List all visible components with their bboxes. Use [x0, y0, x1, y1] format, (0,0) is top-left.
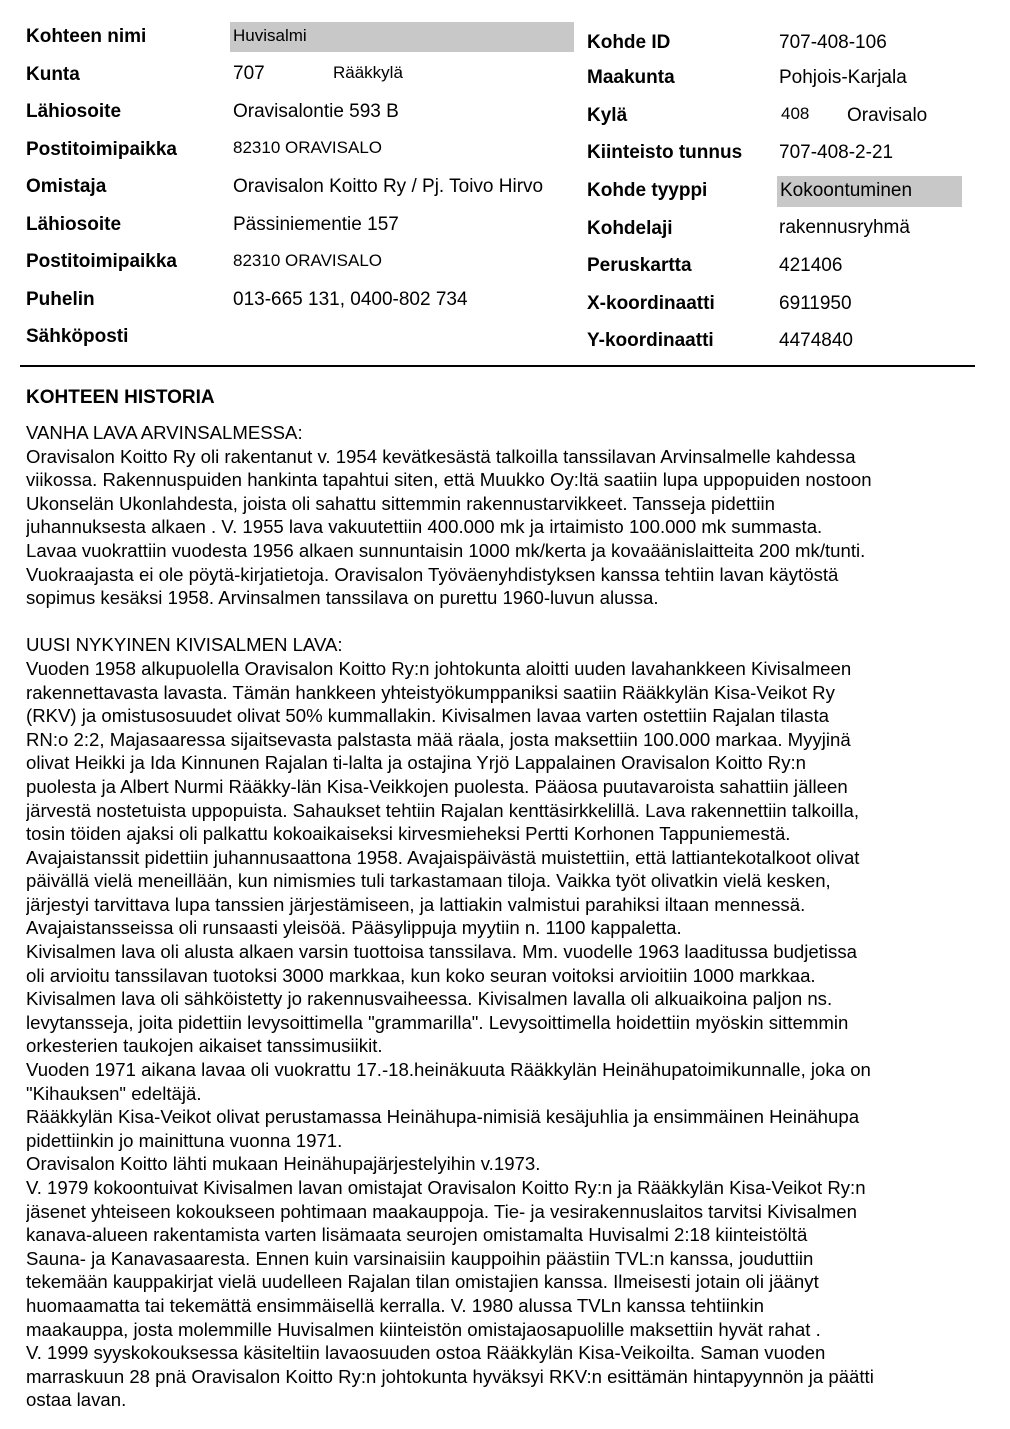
omistaja-lahiosoite-label: Lähiosoite — [26, 214, 122, 235]
kunta-code: 707 — [233, 63, 265, 84]
y-koordinaatti-label: Y-koordinaatti — [587, 330, 714, 351]
history-line: Vuokraajasta ei ole pöytä-kirjatietoja. Oravisalon Työväenyhdistyksen kanssa tehtiin lavan käytöstä — [26, 563, 839, 585]
kohde-tyyppi-value: Kokoontuminen — [780, 180, 913, 201]
history-line: UUSI NYKYINEN KIVISALMEN LAVA: — [26, 634, 343, 656]
maakunta-label: Maakunta — [587, 67, 675, 88]
postitoimipaikka-value: 82310 ORAVISALO — [233, 138, 382, 157]
history-line: Avajaistansseissa oli runsaasti yleisöä. Pääsylippuja myytiin n. 1100 kappaletta. — [26, 917, 682, 939]
history-line: Rääkkylän Kisa-Veikot olivat perustamassa Heinähupa-nimisiä kesäjuhlia ja ensimmäinen Heinähupa — [26, 1106, 860, 1128]
lahiosoite-value: Oravisalontie 593 B — [233, 101, 399, 122]
history-line: Vuoden 1971 aikana lavaa oli vuokrattu 17.-18.heinäkuuta Rääkkylän Heinähupatoimikunnalle, joka on — [26, 1059, 871, 1081]
history-line: RN:o 2:2, Majasaaressa sijaitsevasta palstasta mää räala, josta maksettiin 100.000 markaa. Myyjinä — [26, 728, 851, 750]
y-koordinaatti-value: 4474840 — [779, 330, 853, 351]
history-line: pidettiinkin jo mainittuna vuonna 1971. — [26, 1129, 343, 1151]
history-line: järjestyi tarvittava lupa tanssien järjestämiseen, ja lattiakin valmistui parahiksi iltaan mennessä. — [26, 893, 806, 915]
omistaja-postitoimipaikka-label: Postitoimipaikka — [26, 251, 177, 272]
history-line: päivällä vielä meneillään, kun nimismies tuli tarkastamaan tiloja. Vaikka työt olivatkin vielä kesken, — [26, 870, 831, 892]
history-line: huomaamatta tai tekemättä ensimmäisellä kerralla. V. 1980 alussa TVLn kanssa tehtiinkin — [26, 1294, 764, 1316]
puhelin-value: 013-665 131, 0400-802 734 — [233, 289, 468, 310]
peruskartta-label: Peruskartta — [587, 255, 692, 276]
kiinteisto-tunnus-value: 707-408-2-21 — [779, 142, 894, 163]
kohteen-nimi-value: Huvisalmi — [233, 26, 307, 45]
history-line: rakennettavasta lavasta. Tämän hankkeen yhteistyökumppaniksi saatiin Rääkkylän Kisa-Veikot Ry — [26, 681, 835, 703]
maakunta-value: Pohjois-Karjala — [779, 67, 907, 88]
history-line: Sauna- ja Kanavasaaresta. Ennen kuin varsinaisiin kauppoihin päästiin TVL:n kanssa, jouduttiin — [26, 1247, 814, 1269]
kunta-label: Kunta — [26, 64, 80, 85]
history-line: maakauppa, josta molemmille Huvisalmen kiinteistön omistajaosapuolille maksettiin hyvät rahat . — [26, 1318, 821, 1340]
history-line: Kivisalmen lava oli sähköistetty jo rakennusvaiheessa. Kivisalmen lavalla oli alkuaikoina paljon ns. — [26, 988, 833, 1010]
x-koordinaatti-value: 6911950 — [779, 293, 852, 314]
postitoimipaikka-label: Postitoimipaikka — [26, 139, 177, 160]
history-line: Kivisalmen lava oli alusta alkaen varsin tuottoisa tanssilava. Mm. vuodelle 1963 laaditussa budjetissa — [26, 941, 857, 963]
sahkoposti-label: Sähköposti — [26, 326, 129, 347]
kyla-code: 408 — [781, 104, 810, 123]
history-line: kanava-alueen rakentamista varten lisämaata seurojen omistamalta Huvisalmi 2:18 kiinteistöltä — [26, 1224, 808, 1246]
kohdelaji-label: Kohdelaji — [587, 218, 673, 239]
omistaja-label: Omistaja — [26, 176, 107, 197]
history-line: sopimus kesäksi 1958. Arvinsalmen tanssilava on purettu 1960-luvun alussa. — [26, 587, 659, 609]
history-line: ostaa lavan. — [26, 1389, 127, 1411]
peruskartta-value: 421406 — [779, 255, 843, 276]
kyla-label: Kylä — [587, 105, 628, 126]
history-line: V. 1999 syyskokouksessa käsiteltiin lavaosuuden ostoa Rääkkylän Kisa-Veikoilta. Saman vuoden — [26, 1342, 826, 1364]
kohde-id-label: Kohde ID — [587, 32, 671, 53]
history-line: "Kihauksen" edeltäjä. — [26, 1082, 202, 1104]
history-line: Avajaistanssit pidettiin juhannusaattona 1958. Avajaispäivästä muistettiin, että lattiantekotalkoot olivat — [26, 846, 860, 868]
history-line: Ukonselän Ukonlahdesta, joista oli sahattu sittemmin rakennustarvikkeet. Tansseja pidettiin — [26, 492, 775, 514]
history-line: Oravisalon Koitto lähti mukaan Heinähupajärjestelyihin v.1973. — [26, 1153, 541, 1175]
history-line: oli arvioitu tanssilavan tuotoksi 3000 markkaa, kun koko seuran voitoksi arvioitiin 1000 markkaa. — [26, 964, 816, 986]
history-text — [26, 421, 978, 1412]
history-line: VANHA LAVA ARVINSALMESSA: — [26, 422, 303, 443]
history-line: Lavaa vuokrattiin vuodesta 1956 alkaen sunnuntaisin 1000 mk/kerta ja kovaäänislaitteita 200 mk/tunti. — [26, 539, 866, 561]
history-line: olivat Heikki ja Ida Kinnunen Rajalan ti-lalta ja ostajina Yrjö Lappalainen Oravisalon Koitto Ry:n — [26, 752, 807, 774]
lahiosoite-label: Lähiosoite — [26, 101, 122, 122]
omistaja-postitoimipaikka-value: 82310 ORAVISALO — [233, 251, 382, 270]
history-line: orkesterien taukojen aikaiset tanssimusiikit. — [26, 1035, 383, 1057]
puhelin-label: Puhelin — [26, 289, 95, 310]
kiinteisto-tunnus-label: Kiinteisto tunnus — [587, 142, 743, 163]
section-divider — [20, 365, 975, 367]
kohteen-nimi-label: Kohteen nimi — [26, 26, 147, 47]
history-line: (RKV) ja omistusosuudet olivat 50% kummallakin. Kivisalmen lavaa varten ostettiin Rajalan tilasta — [26, 705, 829, 727]
history-line: juhannuksesta alkaen . V. 1955 lava vakuutettiin 400.000 mk ja irtaimisto 100.000 mk summasta. — [26, 516, 823, 538]
history-line: V. 1979 kokoontuivat Kivisalmen lavan omistajat Oravisalon Koitto Ry:n ja Rääkkylän Kisa-Veikot Ry:n — [26, 1177, 866, 1198]
history-line: jäsenet yhteiseen kokoukseen pohtimaan maakauppoja. Tie- ja vesirakennuslaitos tarvitsi Kivisalmen — [26, 1200, 857, 1222]
history-line: tosin töiden ajaksi oli palkattu kokoaikaiseksi kirvesmieheksi Pertti Korhonen Tappuniemestä. — [26, 823, 791, 845]
kohde-tyyppi-label: Kohde tyyppi — [587, 180, 708, 201]
kohdelaji-value: rakennusryhmä — [779, 217, 910, 238]
history-line: levytansseja, joita pidettiin levysoittimella "grammarilla". Levysoittimella hoidettiin myöskin sittemmin — [26, 1011, 849, 1033]
history-line: Vuoden 1958 alkupuolella Oravisalon Koitto Ry:n johtokunta aloitti uuden lavahankkeen Kivisalmeen — [26, 657, 852, 679]
history-line: puolesta ja Albert Nurmi Rääkky-län Kisa-Veikkojen puolesta. Pääosa puutavaroista sahattiin jälleen — [26, 775, 848, 797]
history-line: järvestä nostetuista uppopuista. Sahaukset tehtiin Rajalan kenttäsirkkelillä. Lava rakennettiin talkoilla, — [26, 799, 860, 821]
omistaja-value: Oravisalon Koitto Ry / Pj. Toivo Hirvo — [233, 176, 544, 197]
history-line: marraskuun 28 pnä Oravisalon Koitto Ry:n johtokunta hyväksyi RKV:n esittämän hintapyynnön ja päätti — [26, 1365, 874, 1387]
history-line: tekemään kauppakirjat vielä uudelleen Rajalan tilan omistajien kanssa. Ilmeisesti jotain oli jäänyt — [26, 1271, 819, 1293]
history-line: viikossa. Rakennuspuiden hankinta tapahtui siten, että Muukko Oy:ltä saatiin lupa uppopuiden nostoon — [26, 469, 872, 491]
history-line: Oravisalon Koitto Ry oli rakentanut v. 1954 kevätkesästä talkoilla tanssilavan Arvinsalmelle kahdessa — [26, 445, 856, 467]
x-koordinaatti-label: X-koordinaatti — [587, 293, 715, 314]
omistaja-lahiosoite-value: Pässiniementie 157 — [233, 214, 399, 235]
history-line — [26, 610, 978, 634]
kunta-name: Rääkkylä — [333, 63, 403, 82]
kyla-name: Oravisalo — [847, 105, 928, 126]
history-title: KOHTEEN HISTORIA — [26, 387, 215, 408]
kohde-id-value: 707-408-106 — [779, 32, 887, 53]
